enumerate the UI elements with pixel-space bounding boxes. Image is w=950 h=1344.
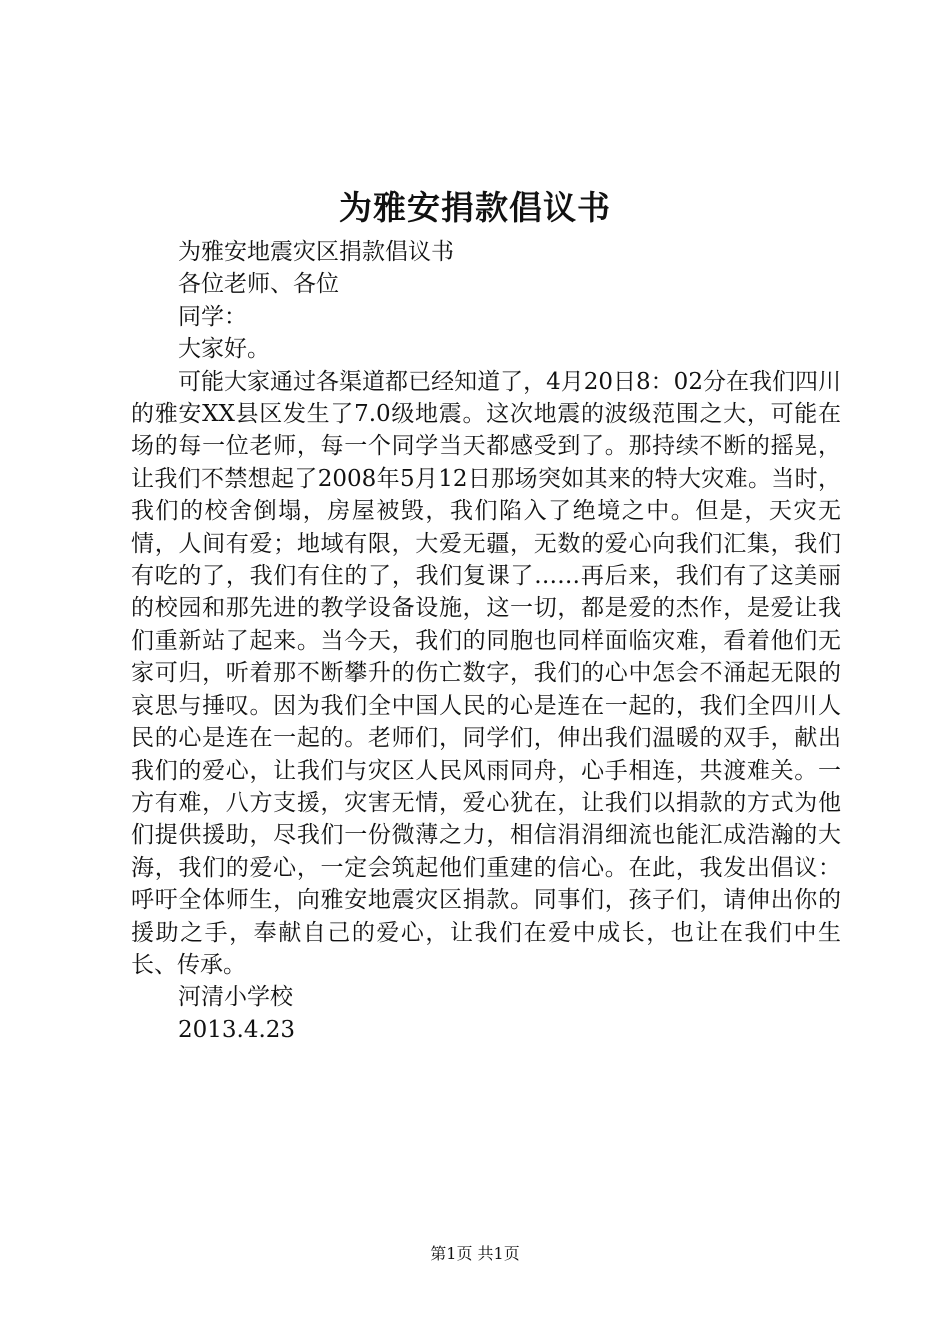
document-body [131, 236, 841, 1046]
greeting: 大家好。 [178, 336, 270, 363]
document-subtitle: 为雅安地震灾区捐款倡议书 [178, 239, 454, 265]
page-footer: 第1页 共1页 [430, 1244, 520, 1263]
body-paragraph: 可能大家通过各渠道都已经知道了，4月20日8：02分在我们四川的雅安XX县区发生了7.0级地震。这次地震的波级范围之大，可能在场的每一位老师，每一个同学当天都感受到了。那持续不断的摇晃，让我们不禁想起了2008年5月12日那场突如其来的特大灾难。当时，我们的校舍倒塌，房屋被毁，我们陷入了绝境之中。但是，天灾无情，人间有爱；地域有限，大爱无疆，无数的爱心向我们汇集，我们有吃的了，我们有住的了，我们复课了……再后来，我们有了这美丽的校园和那先进的教学设备设施，这一切，都是爱的杰作，是爱让我们重新站了起来。当今天，我们的同胞也同样面临灾难，看着他们无家可归，听着那不断攀升的伤亡数字，我们的心中怎会不涌起无限的哀思与捶叹。因为我们全中国人民的心是连在一起的，我们全四川人民的心是连在一起的。老师们，同学们，伸出我们温暖的双手，献出我们的爱心，让我们与灾区人民风雨同舟，心手相连，共渡难关。一方有难，八方支援，灾害无情，爱心犹在，让我们以捐款的方式为他们提供援助，尽我们一份微薄之力，相信涓涓细流也能汇成浩瀚的大海，我们的爱心，一定会筑起他们重建的信心。在此，我发出倡议：呼吁全体师生，向雅安地震灾区捐款。同事们，孩子们，请伸出你的援助之手，奉献自己的爱心，让我们在爱中成长，也让在我们中生长、传承。 [131, 368, 841, 978]
signature: 河清小学校 [178, 984, 293, 1011]
salutation-line-1: 各位老师、各位 [178, 271, 339, 298]
document-title: 为雅安捐款倡议书 [339, 188, 611, 227]
document-date: 2013.4.23 [178, 1016, 296, 1043]
salutation-line-2: 同学： [178, 303, 247, 330]
